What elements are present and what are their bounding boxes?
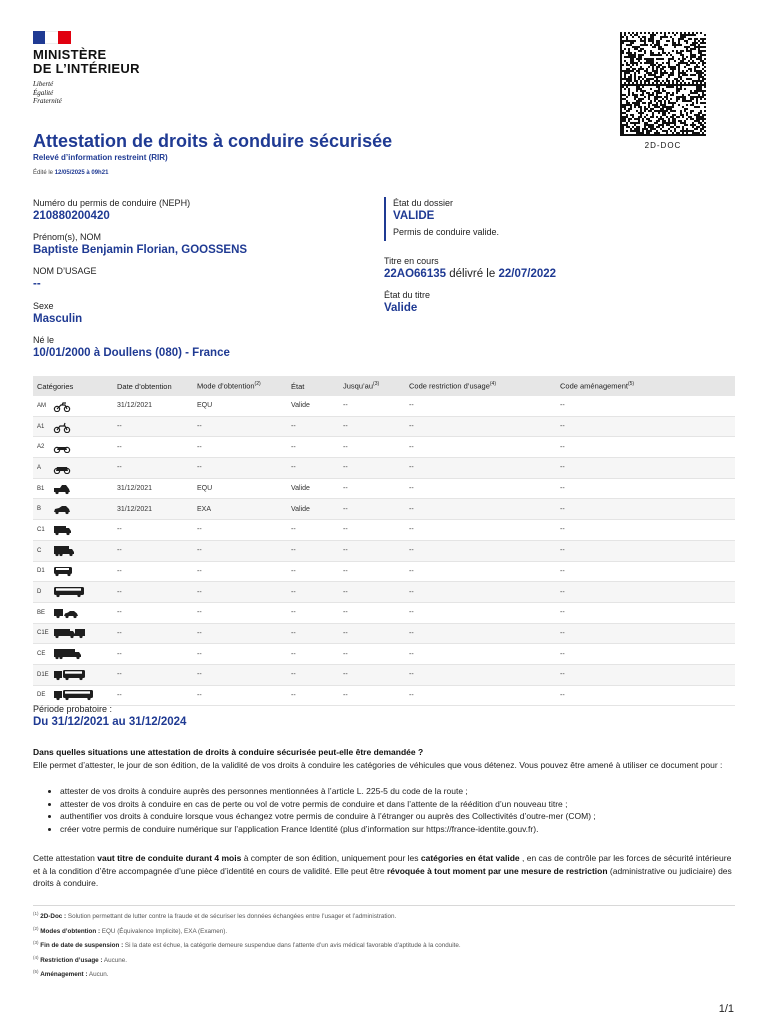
- table-cell-restr: --: [405, 396, 556, 416]
- footnote-term: Modes d’obtention :: [40, 927, 101, 935]
- info-question: Dans quelles situations une attestation de droits à conduire sécurisée peut-elle être demandée ?: [33, 747, 424, 757]
- table-cell-until: --: [339, 396, 405, 416]
- table-row: [33, 623, 735, 644]
- current-title-label: Titre en cours: [384, 256, 439, 266]
- footnote-text: Solution permettant de lutter contre la fraude et de sécuriser les données échangées entre l’usager et l’administration.: [66, 913, 397, 921]
- category-code: BE: [37, 609, 46, 616]
- category-code: A1: [37, 423, 45, 430]
- footnotes-divider: [33, 905, 735, 906]
- footnote-term: Restriction d’usage :: [40, 956, 103, 964]
- category-cell: [33, 664, 113, 685]
- table-cell-restr: --: [405, 540, 556, 561]
- table-cell-mode: --: [193, 685, 287, 706]
- title-number: 22AO66135: [384, 268, 447, 280]
- table-cell-date: --: [113, 623, 193, 644]
- table-cell-until: --: [339, 644, 405, 665]
- table-cell-date: 31/12/2021: [113, 478, 193, 499]
- category-cell: [33, 478, 113, 499]
- table-cell-restr: --: [405, 561, 556, 582]
- categories-table: [33, 376, 735, 706]
- table-cell-state: --: [287, 644, 339, 665]
- table-cell-mode: --: [193, 582, 287, 603]
- table-cell-restr: --: [405, 623, 556, 644]
- table-body: [33, 396, 735, 706]
- list-item: • attester de vos droits à conduire auprès des personnes mentionnées à l’article L. 225-5 du code de la route ;: [60, 785, 596, 798]
- footnote-term: Fin de date de suspension :: [40, 942, 124, 950]
- column-header: [405, 376, 556, 396]
- table-cell-until: --: [339, 602, 405, 623]
- table-cell-mode: --: [193, 664, 287, 685]
- table-cell-date: --: [113, 458, 193, 479]
- category-code: DE: [37, 692, 46, 699]
- table-cell-state: --: [287, 540, 339, 561]
- name-value: Baptiste Benjamin Florian, GOOSSENS: [33, 244, 248, 256]
- table-cell-until: --: [339, 540, 405, 561]
- title-date: 22/07/2022: [498, 268, 557, 280]
- status-separator: [384, 197, 386, 241]
- column-header-label: Jusqu’au: [343, 381, 374, 391]
- motorcycle-icon: [53, 441, 77, 453]
- table-cell-amen: --: [556, 623, 735, 644]
- table-cell-state: --: [287, 582, 339, 603]
- info-intro: Elle permet d’attester, le jour de son édition, de la validité de vos droits à conduire les catégories de véhicules que vous détenez. Vous pouvez être amené à utiliser ce document pour :: [33, 760, 723, 770]
- current-title-value: [384, 268, 556, 280]
- table-cell-state: --: [287, 416, 339, 437]
- table-cell-amen: --: [556, 499, 735, 520]
- table-cell-mode: --: [193, 540, 287, 561]
- table-cell-date: --: [113, 664, 193, 685]
- table-row: [33, 685, 735, 706]
- table-cell-amen: --: [556, 685, 735, 706]
- footnote: [33, 969, 109, 978]
- table-row: [33, 644, 735, 665]
- category-code: D1E: [37, 671, 49, 678]
- probation-value: Du 31/12/2021 au 31/12/2024: [33, 716, 187, 728]
- datamatrix-code-icon: [620, 32, 706, 136]
- table-cell-until: --: [339, 478, 405, 499]
- table-row: [33, 582, 735, 603]
- table-cell-restr: --: [405, 664, 556, 685]
- usage-name-value: --: [33, 278, 41, 290]
- footnote-number: (4): [33, 954, 39, 960]
- table-cell-until: --: [339, 664, 405, 685]
- footnote-text: EQU (Équivalence Implicite), EXA (Examen).: [100, 927, 228, 935]
- column-header-label: Mode d’obtention: [197, 381, 255, 391]
- table-cell-state: --: [287, 685, 339, 706]
- motto-liberte: Liberté: [33, 80, 54, 88]
- table-cell-mode: --: [193, 520, 287, 541]
- table-row: [33, 437, 735, 458]
- category-cell: [33, 437, 113, 458]
- category-cell: [33, 561, 113, 582]
- heavy-motorcycle-icon: [53, 462, 77, 474]
- footnote-ref: (4): [489, 381, 497, 388]
- table-row: [33, 499, 735, 520]
- column-header: [287, 376, 339, 396]
- validity-paragraph: [33, 852, 735, 890]
- file-state-label: État du dossier: [393, 198, 454, 208]
- table-cell-mode: --: [193, 458, 287, 479]
- column-header-label: Code restriction d’usage: [409, 381, 490, 391]
- footnote-number: (3): [33, 940, 39, 945]
- bus-trailer-icon: [53, 689, 95, 701]
- table-row: [33, 602, 735, 623]
- ministry-line-2: DE L’INTÉRIEUR: [33, 61, 140, 76]
- table-cell-state: Valide: [287, 396, 339, 416]
- table-cell-mode: --: [193, 437, 287, 458]
- footnote-text: Si la date est échue, la catégorie demeure suspendue dans l’attente d’un avis médical favorable d’aptitude à la conduite.: [123, 942, 461, 950]
- footnote-text: Aucun.: [87, 971, 109, 979]
- truck-trailer-icon: [53, 648, 95, 660]
- category-cell: [33, 499, 113, 520]
- car-trailer-icon: [53, 607, 95, 619]
- table-cell-mode: EQU: [193, 478, 287, 499]
- validity-categories: catégories en état valide: [420, 853, 520, 863]
- table-cell-date: --: [113, 685, 193, 706]
- light-truck-trailer-icon: [53, 627, 95, 639]
- light-truck-icon: [53, 524, 77, 536]
- table-cell-restr: --: [405, 416, 556, 437]
- table-cell-restr: --: [405, 478, 556, 499]
- title-delivered-text: délivré le: [449, 268, 496, 280]
- category-cell: [33, 458, 113, 479]
- table-cell-restr: --: [405, 499, 556, 520]
- table-row: [33, 664, 735, 685]
- table-cell-mode: EQU: [193, 396, 287, 416]
- category-code: CE: [37, 651, 46, 658]
- footnote: [33, 955, 127, 964]
- table-cell-until: --: [339, 623, 405, 644]
- table-cell-mode: --: [193, 602, 287, 623]
- neph-value: 210880200420: [33, 210, 110, 222]
- table-row: [33, 540, 735, 561]
- table-cell-state: --: [287, 437, 339, 458]
- table-cell-state: Valide: [287, 499, 339, 520]
- category-cell: [33, 623, 113, 644]
- table-cell-state: --: [287, 623, 339, 644]
- footnote-ref: (2): [254, 381, 261, 388]
- table-cell-date: --: [113, 540, 193, 561]
- category-code: B1: [37, 485, 45, 492]
- footnote: [33, 926, 227, 935]
- list-item: • authentifier vos droits à conduire lorsque vous échangez votre permis de conduire à l’étranger ou auprès des Collectivités d’outre-mer (COM) ;: [60, 810, 596, 823]
- minibus-trailer-icon: [53, 669, 95, 681]
- table-cell-restr: --: [405, 644, 556, 665]
- table-cell-restr: --: [405, 685, 556, 706]
- category-code: C1E: [37, 630, 49, 637]
- edition-label: Édité le: [33, 170, 54, 176]
- table-row: [33, 458, 735, 479]
- table-cell-amen: --: [556, 664, 735, 685]
- table-cell-state: Valide: [287, 478, 339, 499]
- table-row: [33, 478, 735, 499]
- light-motorcycle-icon: [53, 421, 77, 433]
- table-row: [33, 561, 735, 582]
- sex-value: Masculin: [33, 313, 83, 325]
- footnote: [33, 940, 461, 949]
- edition-date: [33, 170, 108, 176]
- bus-icon: [53, 586, 95, 598]
- table-cell-state: --: [287, 520, 339, 541]
- table-cell-date: --: [113, 437, 193, 458]
- table-cell-amen: --: [556, 561, 735, 582]
- qr-caption: 2D-DOC: [644, 141, 682, 150]
- category-cell: [33, 602, 113, 623]
- column-header-label: État: [291, 381, 305, 391]
- category-code: A2: [37, 444, 45, 451]
- column-header-label: Catégories: [37, 381, 74, 391]
- list-item: • attester de vos droits à conduire en cas de perte ou vol de votre permis de conduire et dans l’attente de la réédition d’un nouveau titre ;: [60, 798, 596, 811]
- usage-list: [46, 785, 596, 835]
- table-row: [33, 396, 735, 416]
- validity-text-4: (administrative ou judiciaire) des droits à conduire.: [33, 865, 732, 888]
- table-cell-restr: --: [405, 437, 556, 458]
- column-header-label: Date d’obtention: [117, 381, 172, 391]
- republic-motto: [33, 80, 62, 106]
- category-cell: [33, 582, 113, 603]
- category-cell: [33, 644, 113, 665]
- table-cell-date: --: [113, 520, 193, 541]
- table-cell-amen: --: [556, 396, 735, 416]
- table-cell-mode: --: [193, 623, 287, 644]
- table-cell-restr: --: [405, 520, 556, 541]
- probation-label: Période probatoire :: [33, 704, 113, 714]
- name-label: Prénom(s), NOM: [33, 232, 102, 242]
- page-subtitle: Relevé d’information restreint (RIR): [33, 153, 168, 162]
- table-cell-until: --: [339, 499, 405, 520]
- motto-egalite: Égalité: [33, 88, 54, 97]
- category-code: C1: [37, 526, 45, 533]
- table-cell-amen: --: [556, 644, 735, 665]
- category-cell: [33, 396, 113, 416]
- table-cell-until: --: [339, 458, 405, 479]
- table-cell-mode: --: [193, 644, 287, 665]
- table-cell-date: --: [113, 561, 193, 582]
- table-cell-amen: --: [556, 540, 735, 561]
- birth-value: 10/01/2000 à Doullens (080) - France: [33, 347, 230, 359]
- ministry-name: [33, 48, 140, 76]
- table-cell-mode: EXA: [193, 499, 287, 520]
- neph-label: Numéro du permis de conduire (NEPH): [33, 198, 191, 208]
- category-code: AM: [37, 402, 46, 409]
- table-cell-date: --: [113, 602, 193, 623]
- ministry-line-1: MINISTÈRE: [33, 47, 107, 62]
- table-cell-date: --: [113, 644, 193, 665]
- table-cell-restr: --: [405, 458, 556, 479]
- birth-label: Né le: [33, 335, 55, 345]
- republic-flag-logo: [33, 31, 71, 44]
- table-cell-date: 31/12/2021: [113, 499, 193, 520]
- table-cell-amen: --: [556, 520, 735, 541]
- table-cell-state: --: [287, 561, 339, 582]
- table-cell-until: --: [339, 561, 405, 582]
- table-cell-until: --: [339, 437, 405, 458]
- table-cell-mode: --: [193, 416, 287, 437]
- footnote-number: (2): [33, 925, 39, 931]
- category-cell: [33, 520, 113, 541]
- motto-fraternite: Fraternité: [33, 97, 62, 105]
- table-cell-restr: --: [405, 602, 556, 623]
- table-cell-amen: --: [556, 602, 735, 623]
- quadricycle-icon: [53, 483, 77, 495]
- file-state-desc: Permis de conduire valide.: [393, 227, 500, 237]
- table-cell-state: --: [287, 458, 339, 479]
- table-cell-mode: --: [193, 561, 287, 582]
- table-cell-until: --: [339, 685, 405, 706]
- category-cell: [33, 416, 113, 437]
- category-code: C: [37, 547, 42, 554]
- sex-label: Sexe: [33, 301, 54, 311]
- validity-text-3: , en cas de contrôle par les forces de sécurité intérieure et à la condition d’être accompagnée d’une pièce d’identité en cours de validité. Elle peut être: [33, 853, 732, 876]
- table-cell-state: --: [287, 664, 339, 685]
- footnote-term: Aménagement :: [40, 971, 88, 979]
- table-cell-until: --: [339, 582, 405, 603]
- footnote-term: 2D-Doc :: [40, 913, 67, 921]
- category-code: D: [37, 589, 42, 596]
- page-title: Attestation de droits à conduire sécurisée: [33, 131, 393, 151]
- table-cell-state: --: [287, 602, 339, 623]
- footnote-number: (1): [33, 911, 39, 916]
- table-cell-date: --: [113, 416, 193, 437]
- file-state-value: VALIDE: [393, 210, 435, 222]
- list-item: • créer votre permis de conduire numérique sur l’application France Identité (plus d’information sur https://france-identite.gouv.fr).: [60, 823, 596, 836]
- category-code: B: [37, 506, 42, 513]
- table-cell-until: --: [339, 520, 405, 541]
- table-cell-restr: --: [405, 582, 556, 603]
- table-cell-amen: --: [556, 478, 735, 499]
- page-number: 1/1: [718, 1003, 734, 1015]
- category-cell: [33, 685, 113, 706]
- column-header: [339, 376, 405, 396]
- table-cell-amen: --: [556, 582, 735, 603]
- title-state-value: Valide: [384, 302, 418, 314]
- table-cell-date: --: [113, 582, 193, 603]
- column-header: [556, 376, 735, 396]
- category-cell: [33, 540, 113, 561]
- table-header-row: [33, 376, 735, 396]
- category-code: A: [37, 464, 42, 471]
- moped-icon: [53, 400, 77, 412]
- table-cell-amen: --: [556, 437, 735, 458]
- table-cell-amen: --: [556, 416, 735, 437]
- footnote: [33, 911, 396, 920]
- table-cell-until: --: [339, 416, 405, 437]
- column-header: [193, 376, 287, 396]
- category-code: D1: [37, 568, 45, 575]
- validity-duration: vaut titre de conduite durant 4 mois: [97, 853, 242, 863]
- table-cell-amen: --: [556, 458, 735, 479]
- validity-text-2: à compter de son édition, uniquement pour les: [241, 853, 421, 863]
- column-header-label: Code aménagement: [560, 381, 628, 391]
- table-cell-date: 31/12/2021: [113, 396, 193, 416]
- edition-value: 12/05/2025 à 09h21: [54, 170, 109, 176]
- footnote-text: Aucune.: [102, 956, 128, 964]
- validity-text-1: Cette attestation: [33, 853, 98, 863]
- minibus-icon: [53, 565, 77, 577]
- table-row: [33, 520, 735, 541]
- footnote-number: (5): [33, 969, 39, 974]
- column-header: [113, 376, 193, 396]
- footnote-ref: (3): [373, 381, 380, 388]
- footnote-ref: (5): [627, 381, 635, 388]
- car-icon: [53, 503, 77, 515]
- column-header: [33, 376, 113, 396]
- title-state-label: État du titre: [384, 290, 431, 300]
- truck-icon: [53, 545, 77, 557]
- validity-revocation: révoquée à tout moment par une mesure de restriction: [386, 865, 608, 876]
- usage-name-label: NOM D’USAGE: [33, 266, 97, 276]
- table-row: [33, 416, 735, 437]
